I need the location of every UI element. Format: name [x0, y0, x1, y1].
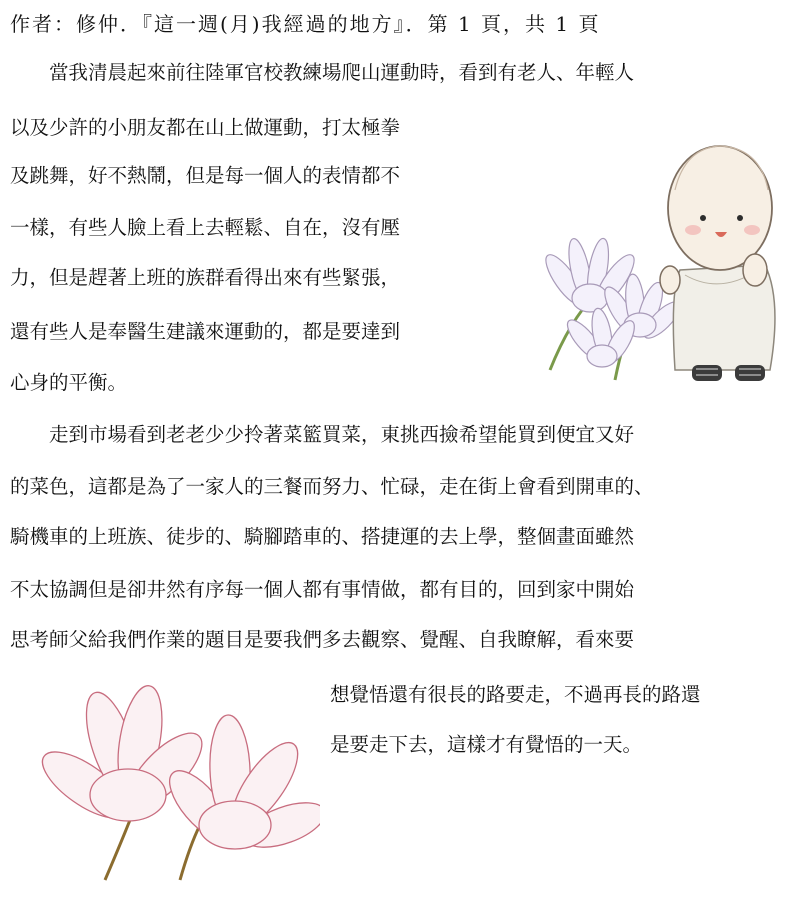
lotus-illustration [10, 675, 320, 885]
text-line-11: 不太協調但是卻井然有序每一個人都有事情做，都有目的，回到家中開始 [10, 578, 635, 601]
monk-illustration [520, 120, 790, 400]
text-line-12: 思考師父給我們作業的題目是要我們多去觀察、覺醒、自我瞭解，看來要 [10, 628, 635, 651]
text-line-14: 是要走下去，這樣才有覺悟的一天。 [330, 733, 643, 756]
text-line-2: 以及少許的小朋友都在山上做運動，打太極拳 [10, 116, 401, 139]
monk-figure-icon [660, 146, 775, 381]
text-line-6: 還有些人是奉醫生建議來運動的，都是要達到 [10, 320, 401, 343]
text-line-9: 的菜色，這都是為了一家人的三餐而努力、忙碌，走在街上會看到開車的、 [10, 475, 654, 498]
lotus-flower-icon [33, 682, 320, 880]
text-line-7: 心身的平衡。 [10, 371, 128, 394]
text-line-3: 及跳舞，好不熱鬧，但是每一個人的表情都不 [10, 164, 401, 187]
text-line-4: 一樣，有些人臉上看上去輕鬆、自在，沒有壓 [10, 216, 401, 239]
flower-bouquet-icon [540, 237, 686, 380]
text-line-5: 力，但是趕著上班的族群看得出來有些緊張， [10, 266, 401, 289]
document-header: 作者：修仲．『這一週(月)我經過的地方』．第 1 頁，共 1 頁 [10, 12, 601, 36]
text-line-1: 當我清晨起來前往陸軍官校教練場爬山運動時，看到有老人、年輕人 [49, 61, 635, 84]
text-line-13: 想覺悟還有很長的路要走，不過再長的路還 [330, 683, 701, 706]
text-line-10: 騎機車的上班族、徒步的、騎腳踏車的、搭捷運的去上學，整個畫面雖然 [10, 525, 635, 548]
text-line-8: 走到市場看到老老少少拎著菜籃買菜，東挑西撿希望能買到便宜又好 [49, 423, 635, 446]
